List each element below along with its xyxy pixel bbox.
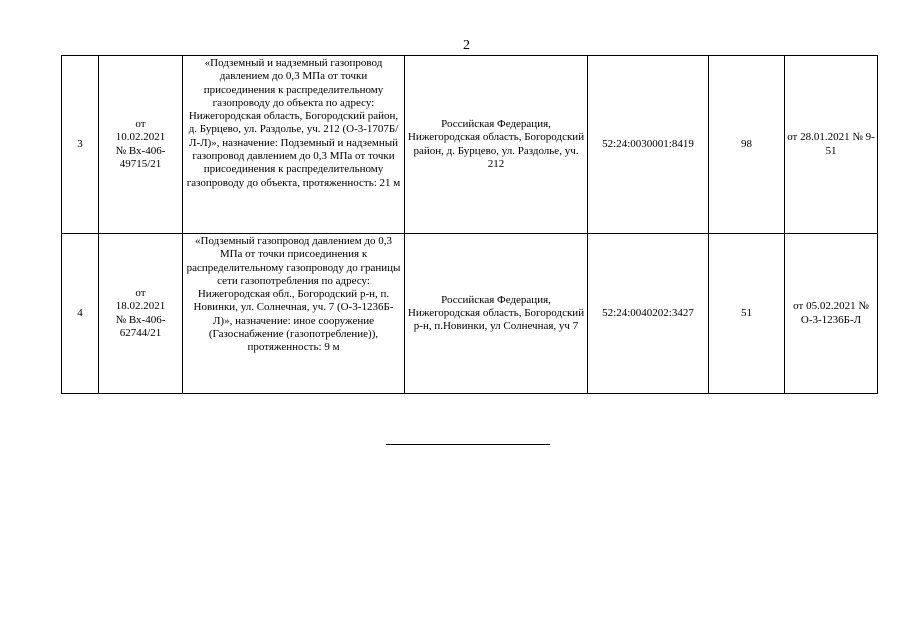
- request-date-line: от: [135, 117, 146, 130]
- records-table: [61, 55, 878, 394]
- object-description: «Подземный и надземный газопровод давлением до 0,3 МПа от точки присоединения к распределительному газопроводу до объекта по адресу: Нижегородская область, Богородский район, д. Бурцево, ул. Раздолье, уч. 212 (О-3-1707Б/Л-Л)», назначение: Подземный и надземный газопровод давлением до 0,3 МПа от точки присоединения к распределительному газопроводу до объекта, протяженность: 21 м: [183, 56, 405, 234]
- object-location: Российская Федерация, Нижегородская область, Богородский р-н, п.Новинки, ул Солнечная, уч 7: [405, 234, 588, 394]
- signature-line: [386, 444, 550, 445]
- request-date-line: 62744/21: [119, 326, 162, 339]
- request-date-line: № Вх-406-: [115, 144, 166, 157]
- row-number: 3: [62, 56, 99, 234]
- table-row: [62, 56, 878, 234]
- table-row: [62, 234, 878, 394]
- decision-reference: от 28.01.2021 № 9-51: [785, 56, 878, 234]
- request-date: [99, 234, 183, 394]
- decision-reference: от 05.02.2021 № О-3-1236Б-Л: [785, 234, 878, 394]
- object-description: «Подземный газопровод давлением до 0,3 МПа от точки присоединения к распределительному газопроводу до границы сети газопотребления по адресу: Нижегородская обл., Богородский р-н, п. Новинки, ул. Солнечная, уч. 7 (О-3-1236Б-Л)», назначение: иное сооружение (Газоснабжение (газопотребление)), протяженность: 9 м: [183, 234, 405, 394]
- area-value: 98: [709, 56, 785, 234]
- cadastral-number: 52:24:0030001:8419: [588, 56, 709, 234]
- cadastral-number: 52:24:0040202:3427: [588, 234, 709, 394]
- object-location: Российская Федерация, Нижегородская область, Богородский район, д. Бурцево, ул. Раздолье, уч. 212: [405, 56, 588, 234]
- request-date-line: № Вх-406-: [115, 313, 166, 326]
- page-number: 2: [463, 38, 470, 53]
- request-date-line: от: [135, 286, 146, 299]
- request-date-line: 49715/21: [119, 157, 162, 170]
- request-date-line: 18.02.2021: [115, 300, 166, 313]
- row-number: 4: [62, 234, 99, 394]
- area-value: 51: [709, 234, 785, 394]
- request-date-line: 10.02.2021: [115, 131, 166, 144]
- request-date: [99, 56, 183, 234]
